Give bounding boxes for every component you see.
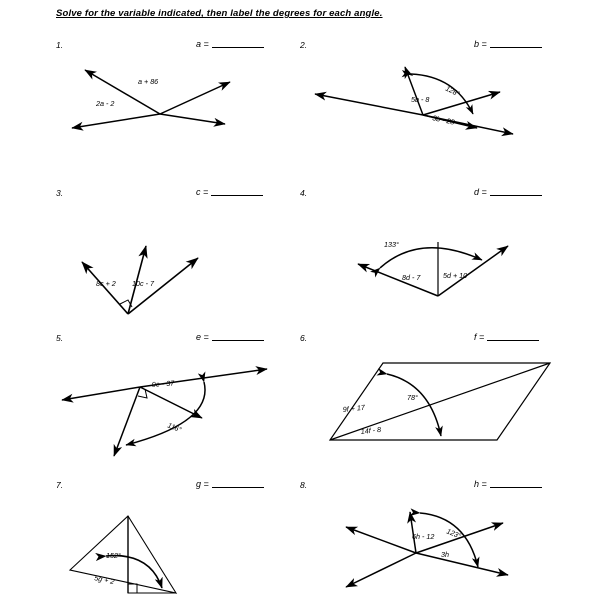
answer-line-8 <box>474 479 542 489</box>
answer-blank-3[interactable] <box>211 195 263 196</box>
label-5-1: 116° <box>166 420 183 435</box>
answer-blank-6[interactable] <box>487 340 539 341</box>
answer-prefix-5: e = <box>196 332 209 342</box>
label-4-1: 8d - 7 <box>402 273 421 282</box>
label-6-0: 78° <box>407 393 418 402</box>
answer-line-6 <box>474 332 539 342</box>
label-7-1: 5g + 2 <box>93 573 116 587</box>
answer-prefix-3: c = <box>196 187 209 197</box>
label-1-0: a + 86 <box>138 77 159 86</box>
problem-number-1: 1. <box>56 40 64 50</box>
answer-prefix-1: a = <box>196 39 209 49</box>
figure-problem-7 <box>58 508 238 598</box>
answer-line-5 <box>196 332 264 342</box>
label-2-2: 3b - 28 <box>431 113 456 127</box>
answer-blank-7[interactable] <box>212 487 264 488</box>
answer-line-7 <box>196 479 264 489</box>
answer-prefix-7: g = <box>196 479 209 489</box>
figure-problem-6 <box>325 358 555 456</box>
label-1-1: 2a - 2 <box>96 99 115 108</box>
label-7-0: 152° <box>106 551 121 560</box>
figure-problem-2 <box>305 62 525 142</box>
problem-number-6: 6. <box>300 333 308 343</box>
problem-number-4: 4. <box>300 188 308 198</box>
figure-problem-5 <box>52 360 277 458</box>
answer-line-4 <box>474 187 542 197</box>
answer-line-1 <box>196 39 264 49</box>
label-2-0: 128° <box>444 83 462 99</box>
problem-number-3: 3. <box>56 188 64 198</box>
label-8-0: 6h - 12 <box>412 532 435 541</box>
label-5-0: 9e - 37 <box>151 378 175 389</box>
answer-prefix-2: b = <box>474 39 487 49</box>
answer-line-2 <box>474 39 542 49</box>
label-6-1: 9f + 17 <box>342 402 366 414</box>
worksheet-instructions: Solve for the variable indicated, then label the degrees for each angle. <box>56 8 383 19</box>
answer-prefix-6: f = <box>474 332 485 342</box>
figure-problem-8 <box>338 505 538 597</box>
label-3-0: 8c + 2 <box>96 279 116 288</box>
answer-blank-5[interactable] <box>212 340 264 341</box>
problem-number-5: 5. <box>56 333 64 343</box>
answer-prefix-4: d = <box>474 187 487 197</box>
label-8-2: 123° <box>445 526 463 541</box>
answer-blank-4[interactable] <box>490 195 542 196</box>
figure-problem-4 <box>348 234 548 319</box>
label-4-0: 133° <box>384 240 399 249</box>
problem-number-2: 2. <box>300 40 308 50</box>
answer-line-3 <box>196 187 263 197</box>
answer-prefix-8: h = <box>474 479 487 489</box>
answer-blank-1[interactable] <box>212 47 264 48</box>
problem-number-8: 8. <box>300 480 308 490</box>
label-8-1: 3h <box>441 550 449 559</box>
label-3-1: 10c - 7 <box>132 279 154 288</box>
problem-number-7: 7. <box>56 480 64 490</box>
answer-blank-2[interactable] <box>490 47 542 48</box>
label-4-2: 5d + 10 <box>443 271 468 280</box>
label-2-1: 5b - 8 <box>411 95 430 104</box>
figure-problem-3 <box>68 234 248 319</box>
answer-blank-8[interactable] <box>490 487 542 488</box>
figure-problem-1 <box>60 62 240 142</box>
label-6-2: 14f - 8 <box>360 424 382 436</box>
